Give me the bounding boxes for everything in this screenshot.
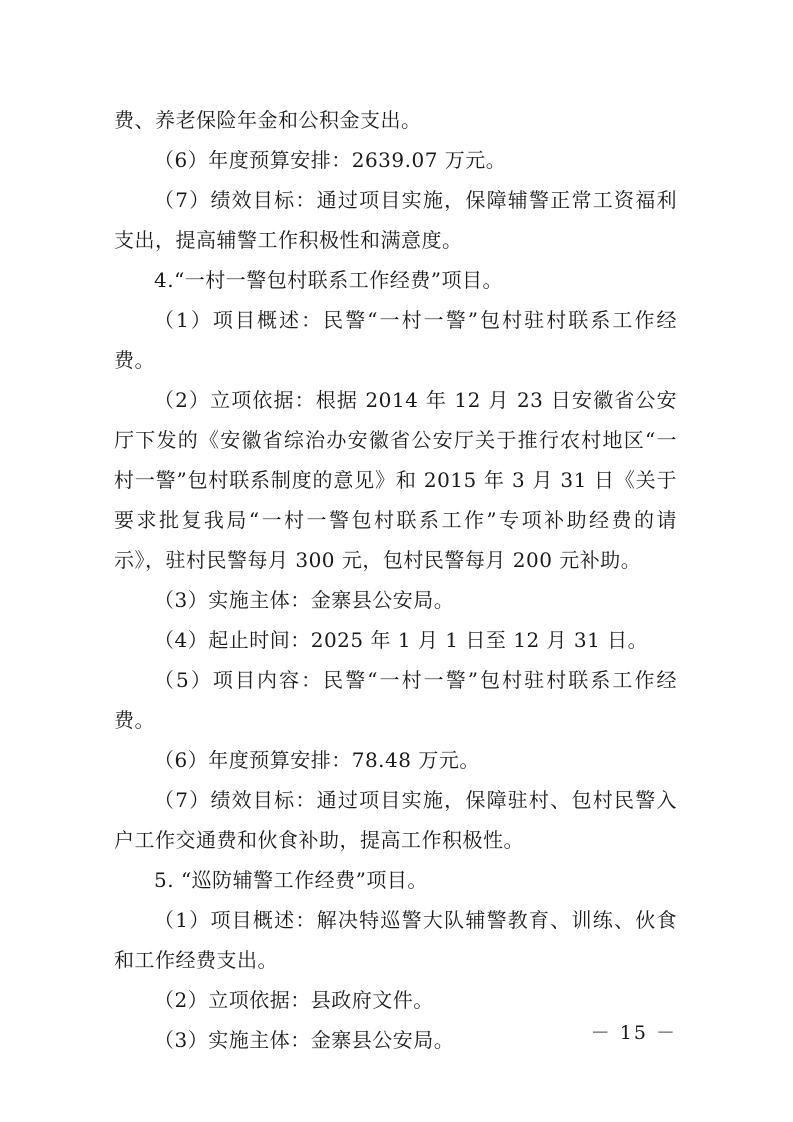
paragraph-goal-7: （7）绩效目标：通过项目实施，保障辅警正常工资福利支出，提高辅警工作积极性和满意度。 xyxy=(114,188,677,252)
paragraph-basis-2b: （2）立项依据：县政府文件。 xyxy=(154,988,434,1012)
paragraph-continuation: 费、养老保险年金和公积金支出。 xyxy=(114,108,422,132)
paragraph-subject-3b: （3）实施主体：金寨县公安局。 xyxy=(154,1028,455,1052)
page-number: － 15 － xyxy=(590,1022,677,1044)
paragraph-overview-1: （1）项目概述：民警“一村一警”包村驻村联系工作经费。 xyxy=(114,308,677,372)
paragraph-period-4: （4）起止时间：2025 年 1 月 1 日至 12 月 31 日。 xyxy=(154,628,649,652)
paragraph-budget-6: （6）年度预算安排：2639.07 万元。 xyxy=(154,148,507,172)
paragraph-goal-7b: （7）绩效目标：通过项目实施，保障驻村、包村民警入户工作交通费和伙食补助，提高工作积极性。 xyxy=(114,788,677,852)
paragraph-budget-6b: （6）年度预算安排：78.48 万元。 xyxy=(154,748,480,772)
paragraph-content-5: （5）项目内容：民警“一村一警”包村驻村联系工作经费。 xyxy=(114,668,677,732)
paragraph-basis-2: （2）立项依据：根据 2014 年 12 月 23 日安徽省公安厅下发的《安徽省综治办安徽省公安厅关于推行农村地区“一村一警”包村联系制度的意见》和 2015 年 3 月 31 日《关于要求批复我局“一村一警包村联系工作”专项补助经费的请示》，驻村民警每月 300 元，包村民警每月 200 元补助。 xyxy=(114,388,677,572)
paragraph-overview-1b: （1）项目概述：解决特巡警大队辅警教育、训练、伙食和工作经费支出。 xyxy=(114,908,677,972)
paragraph-subject-3: （3）实施主体：金寨县公安局。 xyxy=(154,588,455,612)
document-body xyxy=(114,100,677,1060)
section-heading-5: 5. “巡防辅警工作经费”项目。 xyxy=(154,868,428,892)
section-heading-4: 4.“一村一警包村联系工作经费”项目。 xyxy=(154,268,504,292)
